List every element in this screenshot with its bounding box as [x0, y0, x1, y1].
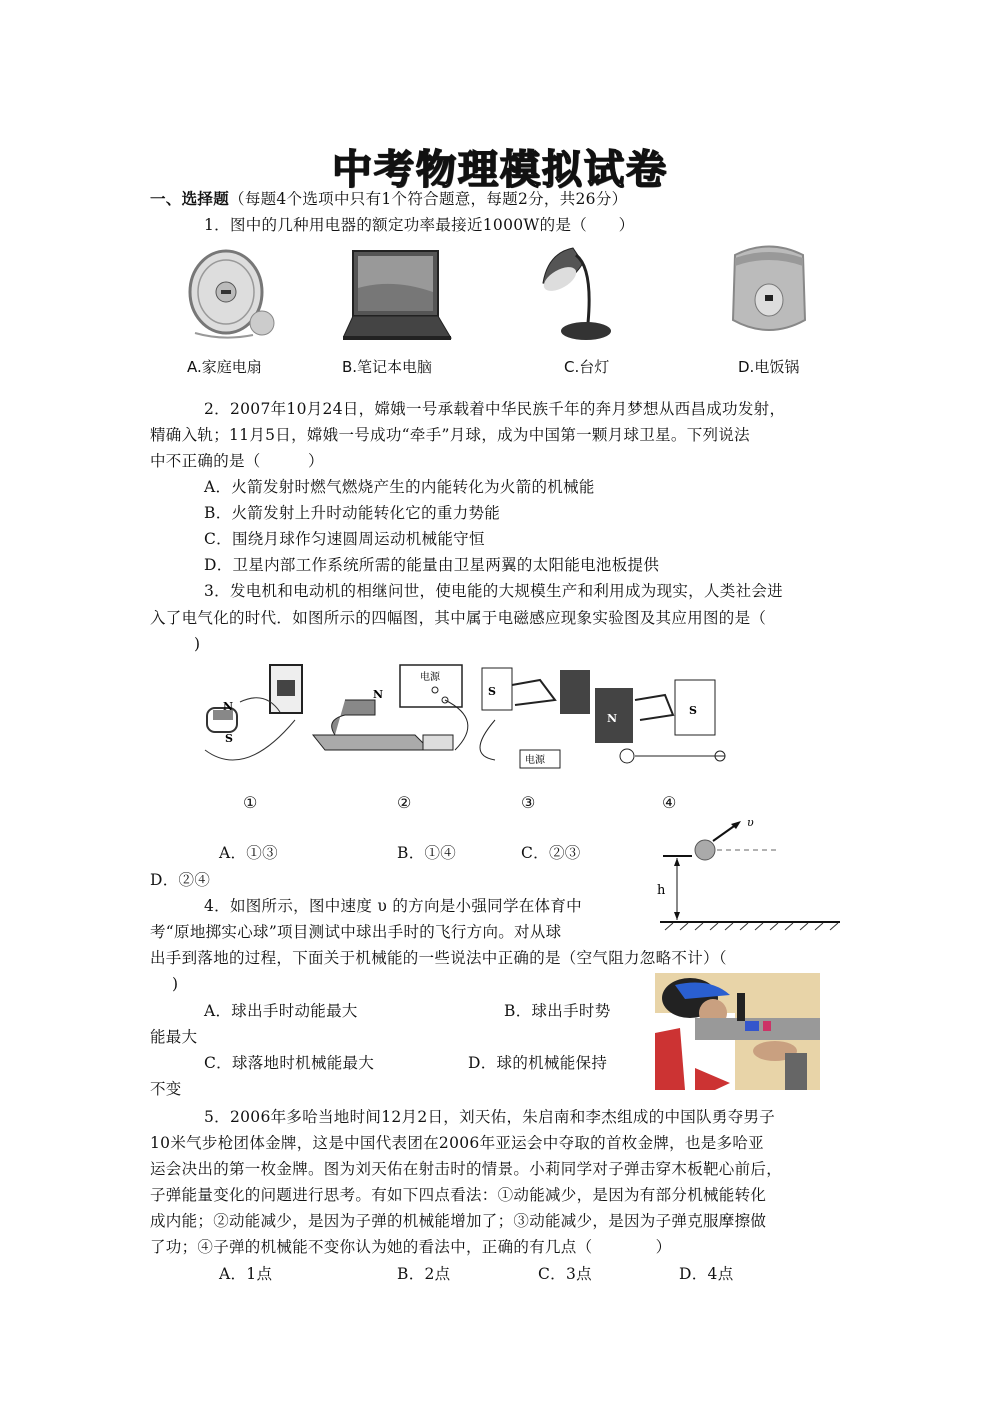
svg-text:N: N	[607, 712, 618, 725]
q1-stem: 1．图中的几种用电器的额定功率最接近1000W的是（ ）	[204, 216, 635, 234]
q2-line3: 中不正确的是（ ）	[150, 452, 324, 470]
q1-caption-d: D.电饭锅	[738, 358, 800, 376]
q4-option-d-cont: 不变	[150, 1080, 182, 1098]
q5-line4: 子弹能量变化的问题进行思考。有如下四点看法：①动能减少，是因为有部分机械能转化	[150, 1186, 767, 1204]
q3-option-c: C．②③	[521, 844, 581, 862]
q4-option-c: C．球落地时机械能最大	[204, 1054, 375, 1072]
figure-3-coil	[480, 668, 590, 768]
q4-line4: )	[172, 975, 179, 993]
svg-text:N: N	[373, 688, 384, 701]
q3-option-d: D．②④	[150, 871, 211, 889]
svg-text:S: S	[225, 732, 233, 745]
q5-line3: 运会决出的第一枚金牌。图为刘天佑在射击时的情景。小莉同学对子弹击穿木板靶心前后，	[150, 1160, 783, 1178]
q2-option-a: A．火箭发射时燃气燃烧产生的内能转化为火箭的机械能	[204, 478, 595, 496]
q3-line3: )	[194, 635, 201, 653]
fig-label-4: ④	[662, 793, 677, 812]
section-note: （每题4个选项中只有1个符合题意，每题2分，共26分）	[229, 190, 628, 208]
q1-caption-c: C.台灯	[564, 358, 610, 376]
figure-4-generator	[595, 680, 725, 763]
fig-label-1: ①	[243, 793, 258, 812]
q5-line2: 10米气步枪团体金牌，这是中国代表团在2006年亚运会中夺取的首枚金牌，也是多哈亚	[150, 1134, 764, 1152]
figure-1-galvanometer	[205, 665, 302, 760]
q4-option-b: B．球出手时势	[504, 1002, 611, 1020]
q3-option-a: A．①③	[219, 844, 278, 862]
svg-text:υ: υ	[747, 816, 754, 829]
q5-option-b: B．2点	[397, 1265, 451, 1283]
fan-image	[183, 245, 278, 345]
svg-text:N: N	[223, 700, 234, 713]
q3-option-b: B．①④	[397, 844, 457, 862]
q3-figures	[195, 660, 735, 780]
svg-text:S: S	[488, 685, 496, 698]
q5-line1: 5．2006年多哈当地时间12月2日，刘天佑，朱启南和李杰组成的中国队勇夺男子	[204, 1108, 776, 1126]
svg-text:h: h	[657, 883, 666, 898]
q2-line1: 2．2007年10月24日，嫦娥一号承载着中华民族千年的奔月梦想从西昌成功发射，	[204, 400, 786, 418]
q4-option-d: D．球的机械能保持	[468, 1054, 608, 1072]
fig-label-3: ③	[521, 793, 536, 812]
fig-label-2: ②	[397, 793, 412, 812]
q4-line2: 考“原地掷实心球”项目测试中球出手时的飞行方向。对从球	[150, 923, 562, 941]
svg-text:电源: 电源	[420, 672, 440, 683]
q2-option-d: D．卫星内部工作系统所需的能量由卫星两翼的太阳能电池板提供	[204, 556, 660, 574]
q1-caption-b: B.笔记本电脑	[342, 358, 433, 376]
section-title: 一、选择题	[150, 190, 230, 208]
q4-option-b-cont: 能最大	[150, 1028, 198, 1046]
q3-line1: 3．发电机和电动机的相继问世，使电能的大规模生产和利用成为现实，人类社会进	[204, 582, 783, 600]
svg-text:S: S	[689, 704, 697, 717]
q5-option-a: A．1点	[219, 1265, 273, 1283]
q4-line3: 出手到落地的过程，下面关于机械能的一些说法中正确的是（空气阻力忽略不计）（	[150, 949, 727, 967]
q5-line6: 了功；④子弹的机械能不变你认为她的看法中，正确的有几点（ ）	[150, 1238, 672, 1256]
q4-ball-figure	[655, 812, 850, 932]
page-title: 中考物理模拟试卷	[332, 147, 668, 193]
desk-lamp-image	[538, 243, 613, 343]
svg-text:电源: 电源	[525, 755, 545, 766]
q2-line2: 精确入轨；11月5日，嫦娥一号成功“牵手”月球，成为中国第一颗月球卫星。下列说法	[150, 426, 750, 444]
q4-option-a: A．球出手时动能最大	[204, 1002, 358, 1020]
q4-line1: 4．如图所示，图中速度 υ 的方向是小强同学在体育中	[204, 897, 582, 915]
figure-2-motor-setup	[313, 665, 468, 750]
rice-cooker-image	[727, 240, 812, 340]
section-heading	[150, 186, 627, 212]
shooter-photo	[655, 973, 820, 1090]
q5-option-c: C．3点	[538, 1265, 592, 1283]
q1-caption-a: A.家庭电扇	[187, 358, 262, 376]
q2-option-b: B．火箭发射上升时动能转化它的重力势能	[204, 504, 501, 522]
q5-option-d: D．4点	[679, 1265, 734, 1283]
q2-option-c: C．围绕月球作匀速圆周运动机械能守恒	[204, 530, 485, 548]
q3-line2: 入了电气化的时代．如图所示的四幅图，其中属于电磁感应现象实验图及其应用图的是（	[150, 609, 767, 627]
q5-line5: 成内能；②动能减少，是因为子弹的机械能增加了；③动能减少，是因为子弹克服摩擦做	[150, 1212, 767, 1230]
laptop-image	[343, 248, 455, 343]
